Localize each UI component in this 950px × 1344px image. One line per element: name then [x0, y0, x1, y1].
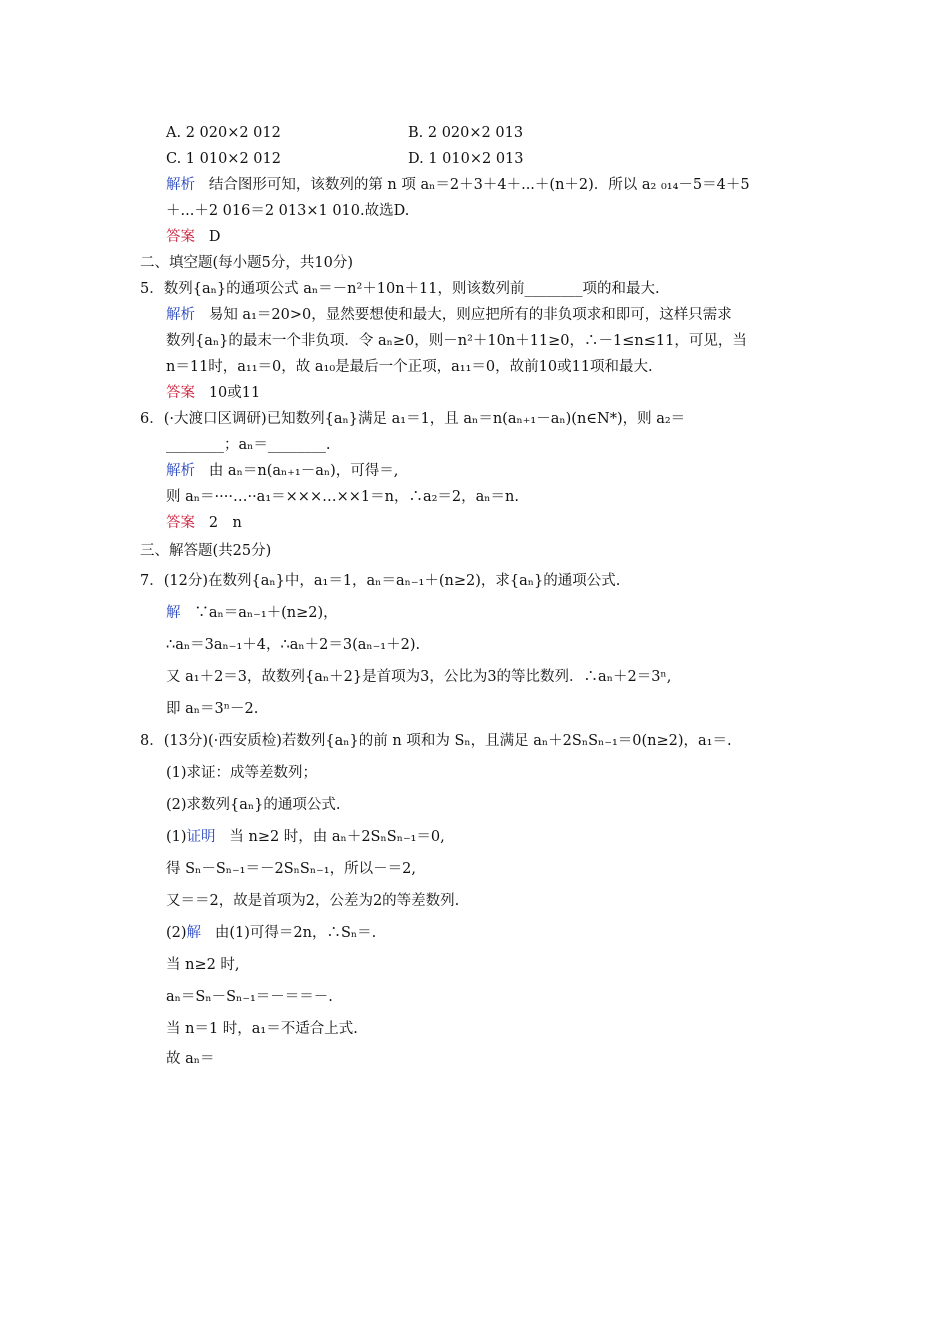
q8-solution-line2: 当 n≥2 时,: [166, 957, 240, 973]
q6-answer-value: 2 n: [208, 515, 242, 531]
answer-label: 答案: [166, 229, 195, 245]
q4-analysis-line1: [166, 175, 750, 195]
q5-analysis-line3: n＝11时，a₁₁＝0，故 a₁₀是最后一个正项，a₁₁＝0，故前10或11项和最大.: [166, 359, 653, 375]
q8-stem: 8．(13分)(·西安质检)若数列{aₙ}的前 n 项和为 Sₙ，且满足 aₙ＋2SₙSₙ₋₁＝0(n≥2)，a₁＝.: [140, 733, 732, 749]
q6-analysis-text1: 由 aₙ＝n(aₙ₊₁－aₙ)，可得＝,: [208, 463, 399, 479]
q6-analysis-line2: 则 aₙ＝····…··a₁＝×××…××1＝n，∴a₂＝2，aₙ＝n.: [166, 489, 519, 505]
analysis-label: 解析: [166, 307, 195, 323]
analysis-label: 解析: [166, 463, 195, 479]
q8-part2: (2)求数列{aₙ}的通项公式.: [166, 797, 341, 813]
q8-proof-line1: [166, 827, 445, 847]
answer-label: 答案: [166, 515, 195, 531]
q8-part1: (1)求证：成等差数列；: [166, 765, 318, 781]
proof-label: 证明: [186, 829, 216, 845]
q5-analysis-line2: 数列{aₙ}的最末一个非负项．令 aₙ≥0，则－n²＋10n＋11≥0，∴－1≤n≤11，可见，当: [166, 333, 747, 349]
solution-label: 解: [186, 925, 202, 941]
q5-stem: 5．数列{aₙ}的通项公式 aₙ＝－n²＋10n＋11，则该数列前________项的和最大.: [140, 281, 660, 297]
q6-analysis-line1: [166, 461, 398, 481]
q4-option-c: C. 1 010×2 012: [166, 151, 281, 167]
q7-stem: 7．(12分)在数列{aₙ}中，a₁＝1，aₙ＝aₙ₋₁＋(n≥2)，求{aₙ}的通项公式.: [140, 573, 621, 589]
q8-solution-line1: [166, 923, 376, 943]
q5-analysis-text1: 易知 a₁＝20>0，显然要想使和最大，则应把所有的非负项求和即可，这样只需求: [208, 307, 732, 323]
q8-proof-text1: 当 n≥2 时，由 aₙ＋2SₙSₙ₋₁＝0,: [229, 829, 445, 845]
q6-stem-line2: ________；aₙ＝________.: [166, 437, 331, 453]
q4-analysis-line2: ＋...＋2 016＝2 013×1 010.故选D.: [166, 203, 410, 219]
q8-proof-line2: 得 Sₙ－Sₙ₋₁＝－2SₙSₙ₋₁，所以－＝2,: [166, 861, 416, 877]
q6-stem-line1: 6．(·大渡口区调研)已知数列{aₙ}满足 a₁＝1，且 aₙ＝n(aₙ₊₁－aₙ)(n∈N*)，则 a₂＝: [140, 411, 686, 427]
q8-solution-line3: aₙ＝Sₙ－Sₙ₋₁＝－＝＝－.: [166, 989, 333, 1005]
q4-answer-value: D: [208, 229, 221, 245]
q4-option-d: D. 1 010×2 013: [408, 151, 524, 167]
q6-answer: [166, 513, 242, 533]
q4-answer: [166, 227, 220, 247]
solution-label: 解: [166, 605, 181, 621]
q7-solution-line4: 即 aₙ＝3ⁿ－2.: [166, 701, 259, 717]
section2-heading: 二、填空题(每小题5分，共10分): [140, 255, 353, 271]
q8-solution-line5: 故 aₙ＝: [166, 1051, 215, 1067]
q4-option-b: B. 2 020×2 013: [408, 125, 524, 141]
q8-sol-text1: 由(1)可得＝2n，∴Sₙ＝.: [214, 925, 377, 941]
q5-answer-value: 10或11: [208, 385, 261, 401]
q7-solution-line2: ∴aₙ＝3aₙ₋₁＋4，∴aₙ＋2＝3(aₙ₋₁＋2).: [166, 637, 421, 653]
q4-option-a: A. 2 020×2 012: [166, 125, 281, 141]
q7-solution-text1: ∵aₙ＝aₙ₋₁＋(n≥2)，: [194, 605, 338, 621]
q8-sol-prefix: (2): [166, 925, 187, 941]
q4-analysis-text1: 结合图形可知，该数列的第 n 项 aₙ＝2＋3＋4＋...＋(n＋2)．所以 a₂ ₀₁₄－5＝4＋5: [208, 177, 750, 193]
section3-heading: 三、解答题(共25分): [140, 543, 272, 559]
q5-analysis-line1: [166, 305, 732, 325]
q8-proof-line3: 又＝＝2，故是首项为2，公差为2的等差数列.: [166, 893, 460, 909]
q5-answer: [166, 383, 260, 403]
q8-proof-prefix: (1): [166, 829, 187, 845]
analysis-label: 解析: [166, 177, 195, 193]
q8-solution-line4: 当 n＝1 时，a₁＝不适合上式.: [166, 1021, 358, 1037]
answer-label: 答案: [166, 385, 195, 401]
q7-solution-line1: [166, 603, 338, 623]
q7-solution-line3: 又 a₁＋2＝3，故数列{aₙ＋2}是首项为3，公比为3的等比数列．∴aₙ＋2＝3ⁿ,: [166, 669, 672, 685]
